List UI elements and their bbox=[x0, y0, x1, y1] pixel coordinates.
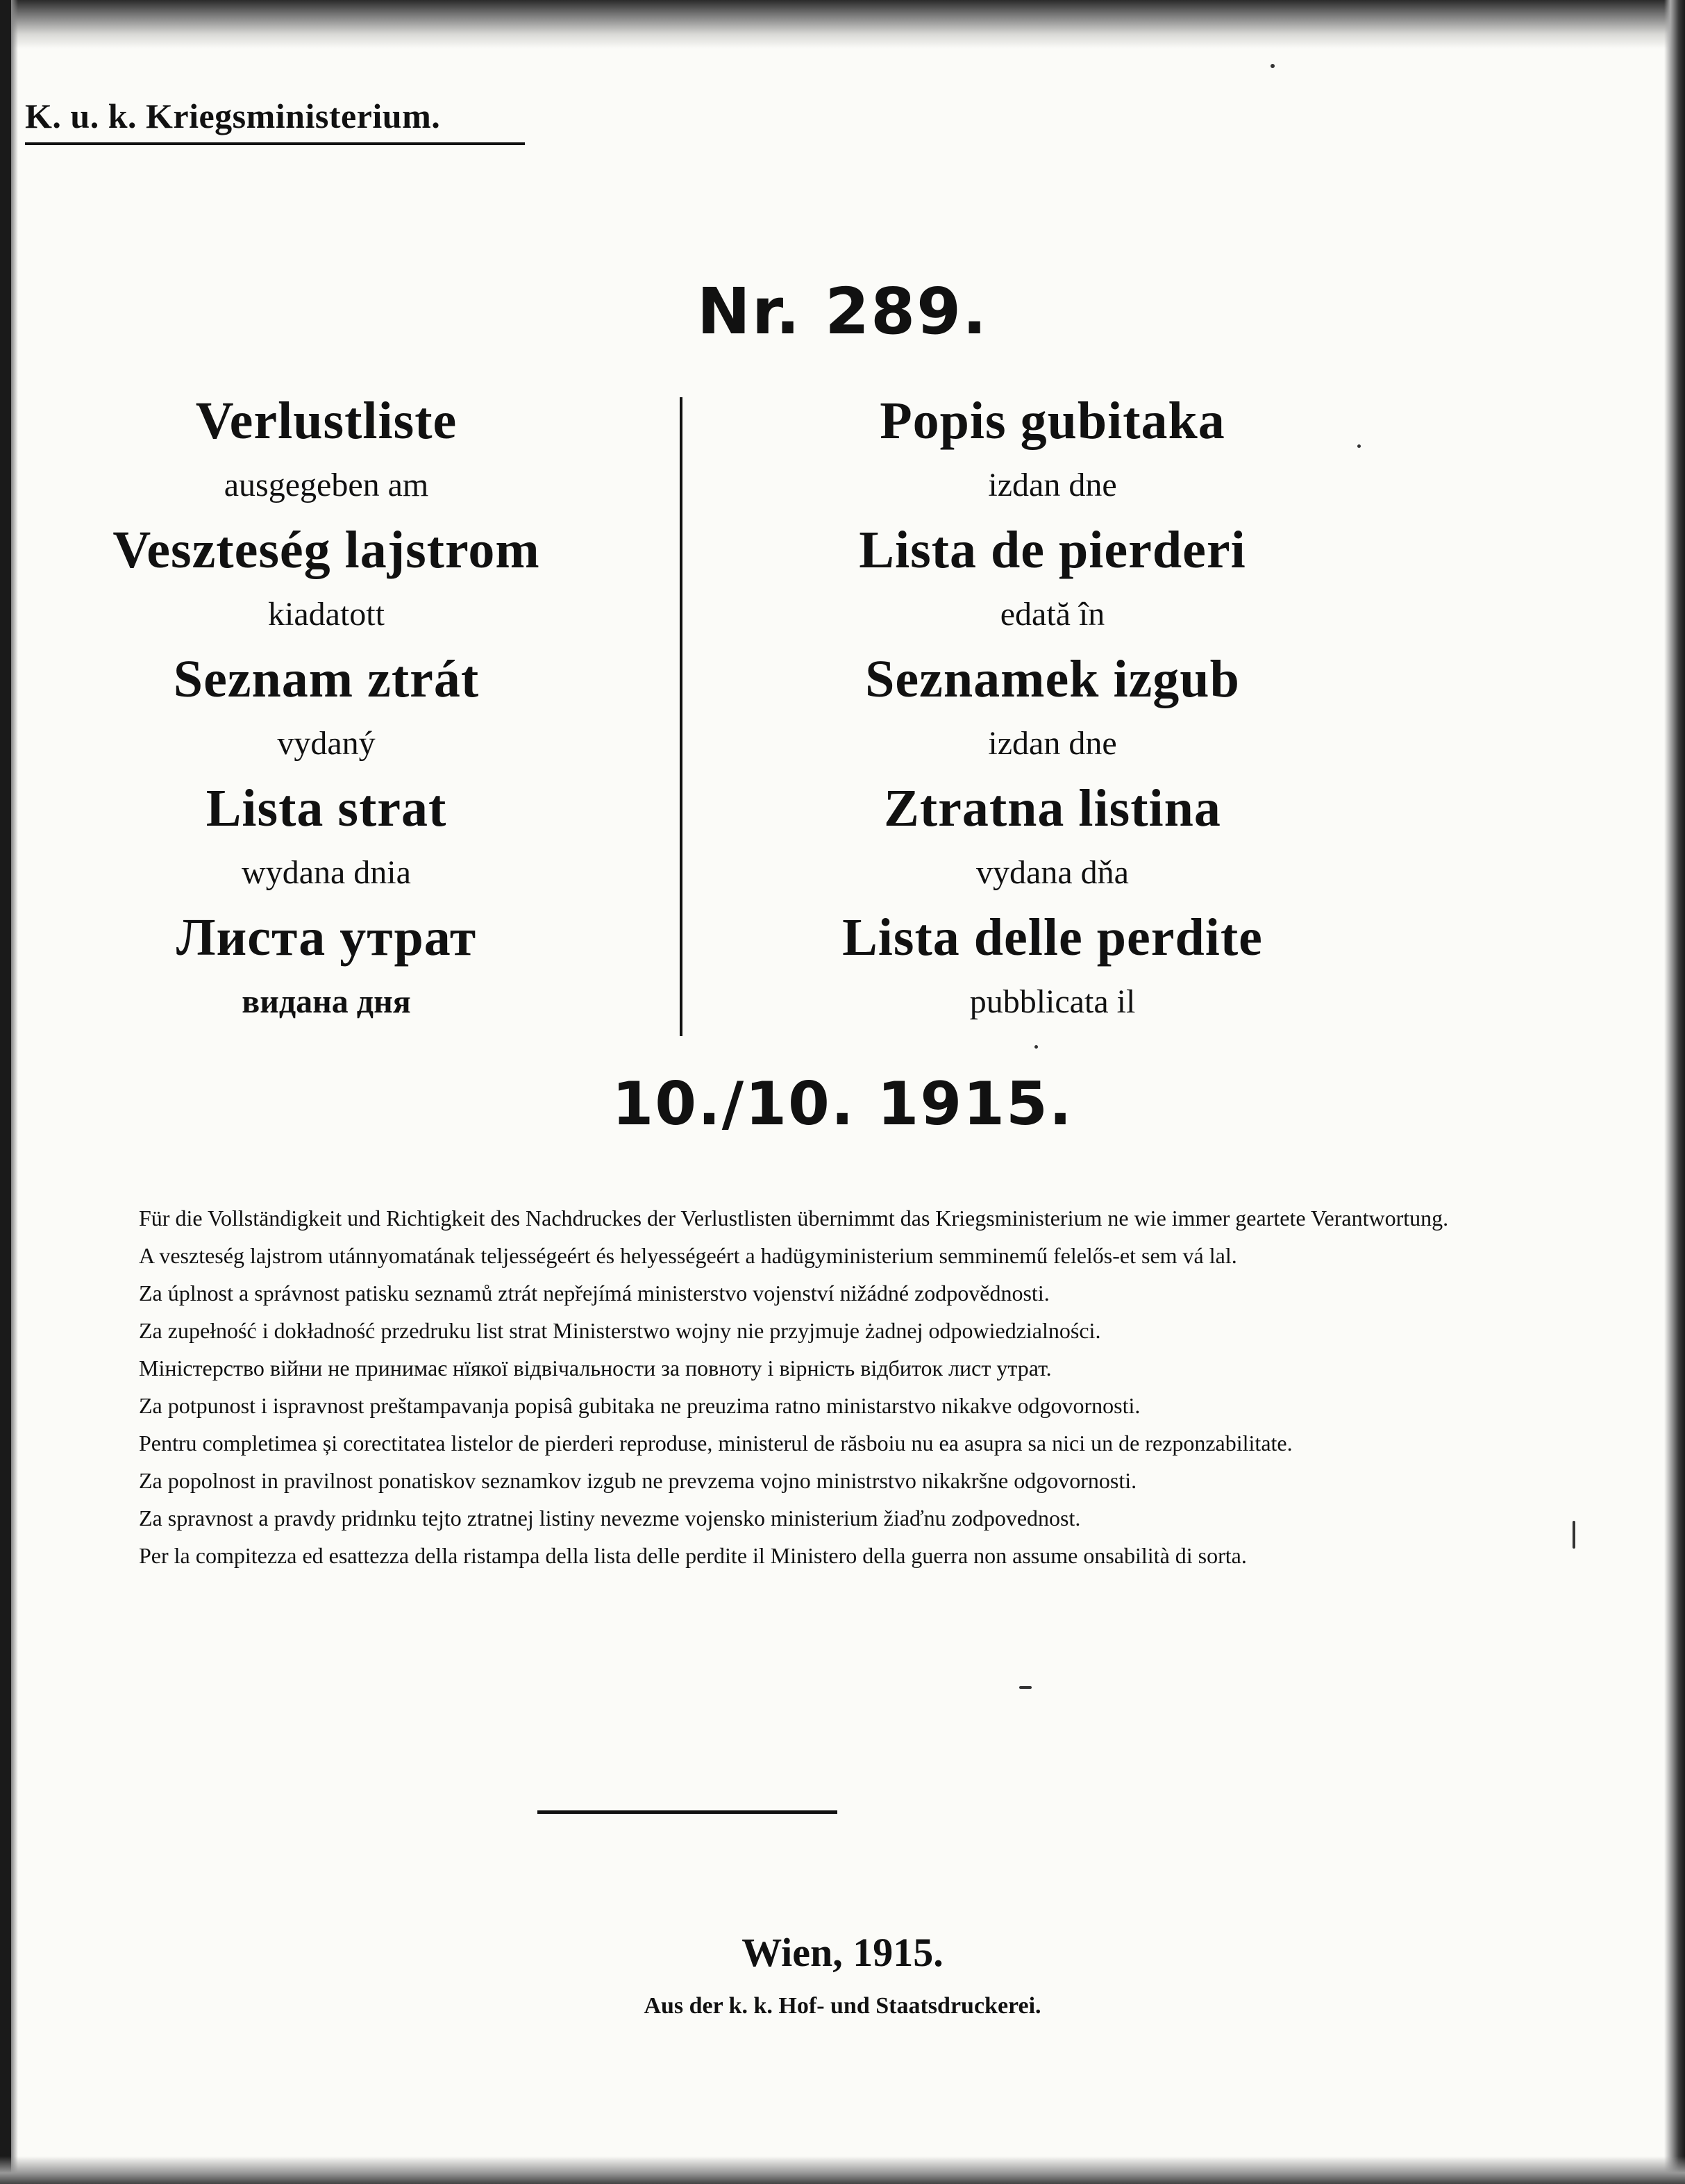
subtitle-slovak: vydana dňa bbox=[976, 854, 1129, 891]
header-rule bbox=[25, 142, 525, 145]
subtitle-polish: wydana dnia bbox=[242, 854, 411, 891]
left-column bbox=[7, 389, 646, 1035]
scan-edge-bottom bbox=[0, 2156, 1685, 2184]
title-croatian: Popis gubitaka bbox=[880, 392, 1225, 450]
disclaimer-slovenian: Za popolnost in pravilnost ponatiskov seznamkov izgub ne prevzema vojno ministrstvo nikakršne odgovornosti. bbox=[139, 1468, 1137, 1493]
disclaimer-romanian: Pentru completimea și corectitatea listelor de pierderi reproduse, ministerul de răsboiu nu ea asupra sa nici un de rezponzabilitate. bbox=[139, 1431, 1293, 1456]
title-hungarian: Veszteség lajstrom bbox=[112, 521, 540, 579]
list-number: Nr. 289. bbox=[696, 274, 989, 349]
footer-rule bbox=[537, 1810, 837, 1814]
scan-speck bbox=[1271, 64, 1275, 68]
disclaimer-ruthenian: Міністерство війни не принимає нїякої відвічальности за повноту і вірність відбиток лист утрат. bbox=[139, 1356, 1052, 1381]
subtitle-german: ausgegeben am bbox=[224, 467, 429, 503]
right-column bbox=[733, 389, 1372, 1035]
column-divider bbox=[680, 397, 682, 1036]
disclaimer-czech: Za úplnost a správnost patisku seznamů ztrát nepřejímá ministerstvo vojenství nižádné zodpovědnosti. bbox=[139, 1281, 1050, 1306]
subtitle-slovenian: izdan dne bbox=[988, 725, 1117, 762]
scan-speck bbox=[1573, 1521, 1575, 1549]
title-german: Verlustliste bbox=[195, 392, 458, 450]
scan-speck bbox=[1357, 444, 1361, 448]
disclaimer-polish: Za zupełność i dokładność przedruku list strat Ministerstwo wojny nie przyjmuje żadnej odpowiedzialności. bbox=[139, 1318, 1101, 1343]
title-czech: Seznam ztrát bbox=[173, 650, 480, 708]
disclaimer-croatian: Za potpunost i ispravnost preštampavanja popisâ gubitaka ne preuzima ratno ministarstvo nikakve odgovornosti. bbox=[139, 1393, 1141, 1418]
subtitle-croatian: izdan dne bbox=[988, 467, 1117, 503]
subtitle-czech: vydaný bbox=[277, 725, 376, 762]
disclaimer-slovak: Za spravnost a pravdy pridɪnku tejto ztratnej listiny nevezme vojensko ministerium žiaďnu zodpovednost. bbox=[139, 1506, 1081, 1531]
ministry-header: K. u. k. Kriegsministerium. bbox=[25, 97, 441, 135]
disclaimer-block bbox=[21, 1203, 1659, 1578]
place-and-year: Wien, 1915. bbox=[741, 1930, 944, 1975]
subtitle-italian: pubblicata il bbox=[969, 983, 1136, 1020]
title-italian: Lista delle perdite bbox=[842, 908, 1263, 967]
disclaimer-hungarian: A veszteség lajstrom utánnyomatának teljességeért és helyességeért a hadügyministerium semminemű felelős-et sem vá lal. bbox=[139, 1243, 1237, 1268]
printer-imprint: Aus der k. k. Hof- und Staatsdruckerei. bbox=[644, 1993, 1041, 2019]
subtitle-ruthenian: видана дня bbox=[242, 983, 411, 1020]
title-polish: Lista strat bbox=[206, 779, 447, 837]
title-slovenian: Seznamek izgub bbox=[865, 650, 1240, 708]
issue-date: 10./10. 1915. bbox=[612, 1069, 1073, 1139]
title-romanian: Lista de pierderi bbox=[859, 521, 1246, 579]
disclaimer-italian: Per la compitezza ed esattezza della ristampa della lista delle perdite il Ministero della guerra non assume onsabilità di sorta. bbox=[139, 1543, 1247, 1568]
scan-speck bbox=[1034, 1045, 1038, 1049]
disclaimer-german: Für die Vollständigkeit und Richtigkeit des Nachdruckes der Verlustlisten übernimmt das Kriegsministerium ne wie immer geartete Verantwortung. bbox=[139, 1206, 1449, 1231]
scan-edge-top bbox=[0, 0, 1685, 49]
scan-speck bbox=[1019, 1686, 1032, 1689]
subtitle-romanian: edată în bbox=[1000, 596, 1105, 633]
title-ruthenian: Листа утрат bbox=[176, 908, 477, 967]
subtitle-hungarian: kiadatott bbox=[268, 596, 385, 633]
title-slovak: Ztratna listina bbox=[884, 779, 1221, 837]
